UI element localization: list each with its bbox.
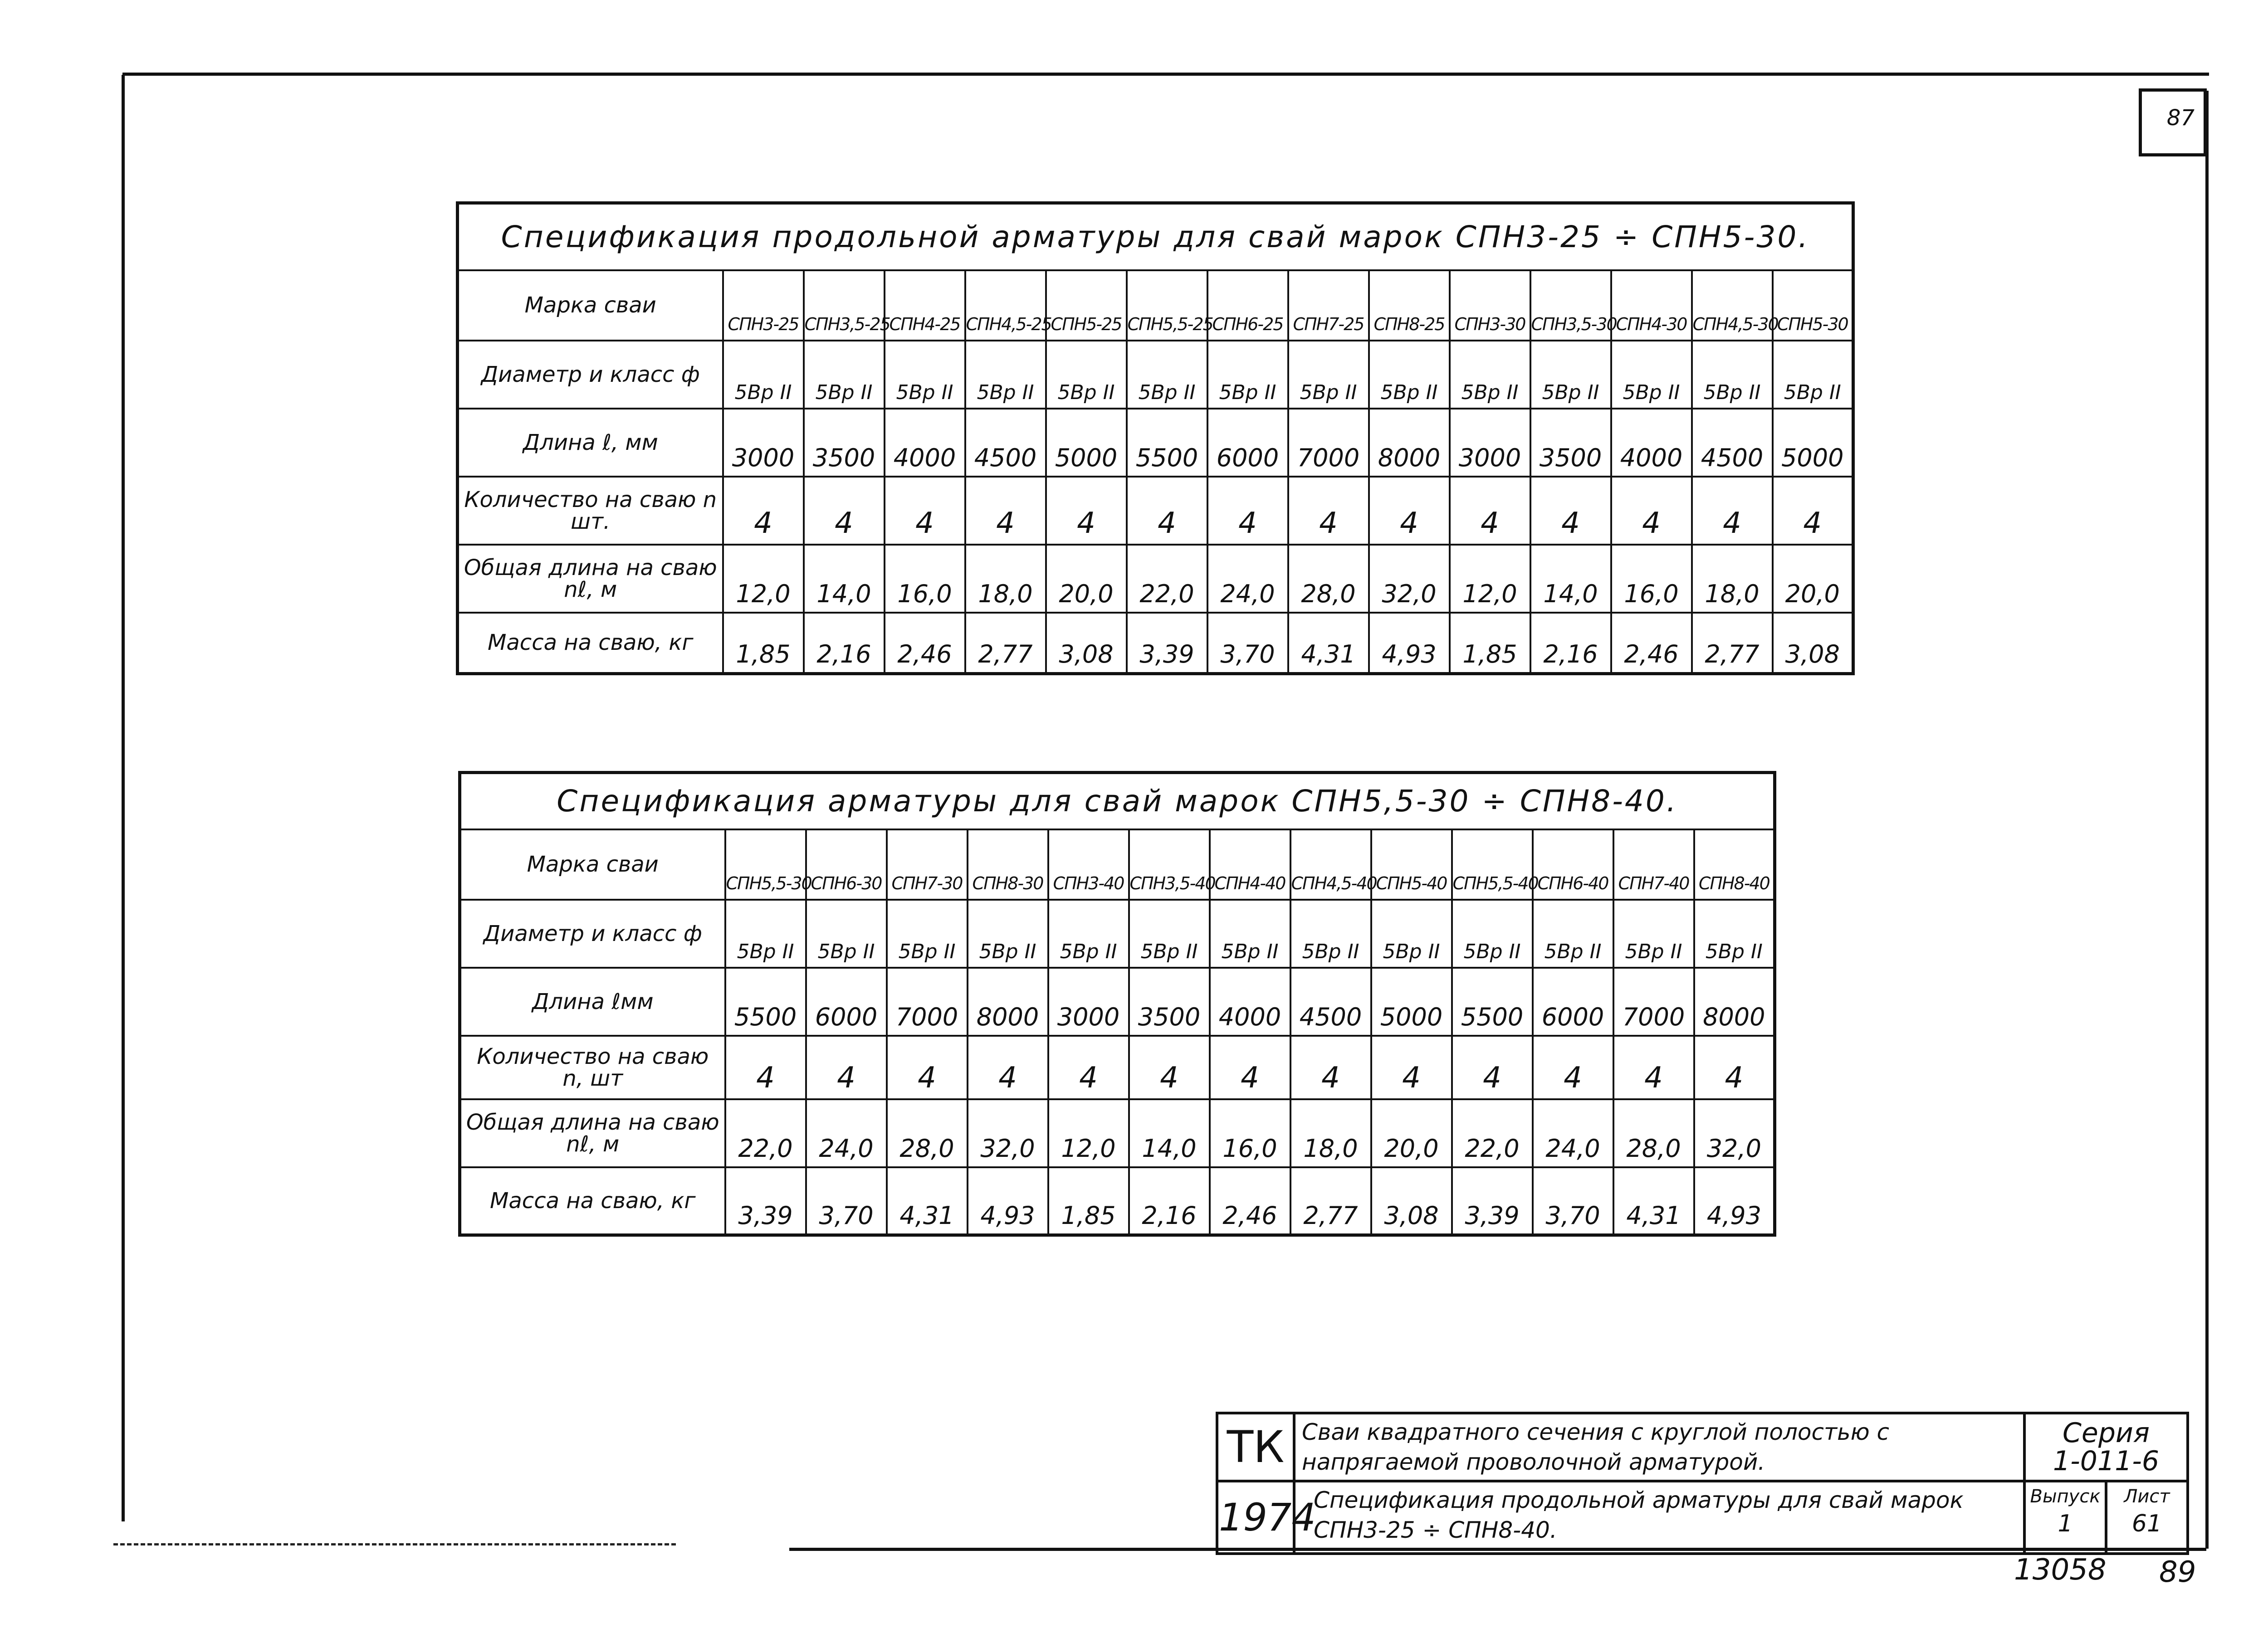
cell-length: 8000: [1369, 409, 1450, 477]
cell-count: 4: [1048, 1036, 1129, 1099]
cell-total-length: 20,0: [1046, 545, 1127, 613]
cell-count: 4: [1288, 477, 1369, 545]
cell-mass: 3,08: [1046, 613, 1127, 674]
cell-length: 3000: [723, 409, 804, 477]
row-total-length: [460, 1099, 1775, 1167]
cell-mark: СПН6-40: [1533, 829, 1613, 900]
cell-diameter: 5Вр II: [1773, 341, 1853, 409]
cell-total-length: 32,0: [968, 1099, 1048, 1167]
org-code: ТК: [1217, 1413, 1294, 1481]
cell-total-length: 20,0: [1371, 1099, 1452, 1167]
cell-count: 4: [725, 1036, 806, 1099]
row-label-length: Длина ℓмм: [460, 968, 725, 1036]
cell-count: 4: [1046, 477, 1127, 545]
row-label-total-length: Общая длина на сваю nℓ, м: [458, 545, 723, 613]
cell-length: 8000: [1694, 968, 1775, 1036]
cell-mass: 3,08: [1371, 1167, 1452, 1235]
cell-length: 7000: [1613, 968, 1694, 1036]
row-count: [460, 1036, 1775, 1099]
cell-diameter: 5Вр II: [723, 341, 804, 409]
cell-mass: 2,16: [1129, 1167, 1210, 1235]
cell-mark: СПН5,5-25: [1127, 270, 1207, 341]
row-mark: [458, 270, 1853, 341]
cell-mass: 3,39: [1127, 613, 1207, 674]
row-label-mass: Масса на сваю, кг: [458, 613, 723, 674]
cell-diameter: 5Вр II: [965, 341, 1046, 409]
cell-mark: СПН7-30: [887, 829, 968, 900]
cell-length: 5000: [1371, 968, 1452, 1036]
cell-length: 4500: [965, 409, 1046, 477]
cell-length: 5500: [725, 968, 806, 1036]
title-block: [1216, 1412, 2189, 1555]
row-mass: [458, 613, 1853, 674]
cell-mark: СПН4-30: [1611, 270, 1692, 341]
series-value: 1-011-6: [2053, 1445, 2160, 1477]
cell-mass: 4,31: [1613, 1167, 1694, 1235]
cell-diameter: 5Вр II: [1290, 900, 1371, 968]
cell-mark: СПН4,5-40: [1290, 829, 1371, 900]
cell-mass: 4,31: [1288, 613, 1369, 674]
cell-total-length: 12,0: [723, 545, 804, 613]
cell-mass: 4,31: [887, 1167, 968, 1235]
cell-mass: 2,46: [885, 613, 965, 674]
cell-mass: 1,85: [723, 613, 804, 674]
cell-mass: 3,70: [1207, 613, 1288, 674]
cell-length: 5000: [1773, 409, 1853, 477]
cell-diameter: 5Вр II: [885, 341, 965, 409]
sheet-label: Лист: [2124, 1486, 2170, 1507]
cell-mark: СПН4,5-30: [1692, 270, 1773, 341]
cell-total-length: 32,0: [1694, 1099, 1775, 1167]
cell-length: 6000: [1207, 409, 1288, 477]
cell-count: 4: [1773, 477, 1853, 545]
row-label-length: Длина ℓ, мм: [458, 409, 723, 477]
sheet-border-bottom-dashed: [113, 1543, 676, 1545]
cell-diameter: 5Вр II: [806, 900, 887, 968]
cell-diameter: 5Вр II: [1046, 341, 1127, 409]
cell-total-length: 18,0: [965, 545, 1046, 613]
cell-total-length: 28,0: [1288, 545, 1369, 613]
sheet-cell: [2106, 1481, 2188, 1554]
row-label-total-length: Общая длина на сваю nℓ, м: [460, 1099, 725, 1167]
issue-label: Выпуск: [2030, 1486, 2101, 1507]
cell-length: 5000: [1046, 409, 1127, 477]
cell-diameter: 5Вр II: [1611, 341, 1692, 409]
cell-diameter: 5Вр II: [1452, 900, 1533, 968]
cell-mark: СПН4,5-25: [965, 270, 1046, 341]
cell-length: 3500: [804, 409, 885, 477]
cell-count: 4: [1533, 1036, 1613, 1099]
cell-diameter: 5Вр II: [1288, 341, 1369, 409]
cell-diameter: 5Вр II: [1450, 341, 1530, 409]
cell-length: 7000: [887, 968, 968, 1036]
cell-diameter: 5Вр II: [1048, 900, 1129, 968]
spec-table-2: [458, 771, 1776, 1237]
cell-length: 4000: [1210, 968, 1290, 1036]
cell-diameter: 5Вр II: [1129, 900, 1210, 968]
cell-count: 4: [1207, 477, 1288, 545]
cell-total-length: 32,0: [1369, 545, 1450, 613]
cell-length: 4500: [1290, 968, 1371, 1036]
row-label-mark: Марка сваи: [458, 270, 723, 341]
cell-count: 4: [804, 477, 885, 545]
page-number: 87: [2139, 88, 2207, 156]
spec-table-1: [456, 201, 1855, 675]
cell-count: 4: [1692, 477, 1773, 545]
row-label-count: Количество на сваю n, шт: [460, 1036, 725, 1099]
row-diameter: [460, 900, 1775, 968]
cell-mass: 1,85: [1450, 613, 1530, 674]
cell-diameter: 5Вр II: [1533, 900, 1613, 968]
row-label-diameter: Диаметр и класс ф: [460, 900, 725, 968]
cell-mass: 3,70: [806, 1167, 887, 1235]
cell-total-length: 22,0: [1452, 1099, 1533, 1167]
series-label: Серия: [2063, 1417, 2150, 1449]
spec-table-2-title: Спецификация арматуры для свай марок СПН5,5-30 ÷ СПН8-40.: [460, 773, 1775, 829]
cell-count: 4: [1210, 1036, 1290, 1099]
cell-total-length: 16,0: [885, 545, 965, 613]
cell-count: 4: [968, 1036, 1048, 1099]
cell-length: 5500: [1452, 968, 1533, 1036]
cell-mass: 4,93: [1694, 1167, 1775, 1235]
cell-mass: 4,93: [1369, 613, 1450, 674]
cell-mark: СПН3-40: [1048, 829, 1129, 900]
cell-mark: СПН3-25: [723, 270, 804, 341]
cell-count: 4: [885, 477, 965, 545]
cell-total-length: 18,0: [1290, 1099, 1371, 1167]
cell-total-length: 24,0: [806, 1099, 887, 1167]
cell-length: 4000: [1611, 409, 1692, 477]
cell-mark: СПН4-40: [1210, 829, 1290, 900]
cell-mass: 1,85: [1048, 1167, 1129, 1235]
cell-count: 4: [1369, 477, 1450, 545]
cell-count: 4: [1371, 1036, 1452, 1099]
cell-count: 4: [1290, 1036, 1371, 1099]
cell-count: 4: [806, 1036, 887, 1099]
sheet-border-left: [122, 75, 125, 1521]
cell-total-length: 22,0: [1127, 545, 1207, 613]
cell-total-length: 22,0: [725, 1099, 806, 1167]
cell-diameter: 5Вр II: [1371, 900, 1452, 968]
cell-diameter: 5Вр II: [1530, 341, 1611, 409]
cell-mark: СПН3,5-25: [804, 270, 885, 341]
cell-mark: СПН5,5-30: [725, 829, 806, 900]
cell-mark: СПН3,5-40: [1129, 829, 1210, 900]
cell-mark: СПН8-30: [968, 829, 1048, 900]
cell-count: 4: [1611, 477, 1692, 545]
cell-total-length: 28,0: [887, 1099, 968, 1167]
cell-diameter: 5Вр II: [968, 900, 1048, 968]
cell-total-length: 18,0: [1692, 545, 1773, 613]
cell-mark: СПН7-25: [1288, 270, 1369, 341]
cell-mark: СПН3,5-30: [1530, 270, 1611, 341]
cell-diameter: 5Вр II: [1210, 900, 1290, 968]
cell-mass: 2,46: [1611, 613, 1692, 674]
row-count: [458, 477, 1853, 545]
cell-mass: 3,39: [1452, 1167, 1533, 1235]
cell-length: 4000: [885, 409, 965, 477]
cell-total-length: 24,0: [1533, 1099, 1613, 1167]
cell-length: 7000: [1288, 409, 1369, 477]
cell-length: 6000: [1533, 968, 1613, 1036]
cell-mass: 3,08: [1773, 613, 1853, 674]
sheet-value: 61: [2131, 1510, 2162, 1537]
cell-mark: СПН5,5-40: [1452, 829, 1533, 900]
row-label-mass: Масса на сваю, кг: [460, 1167, 725, 1235]
cell-length: 3500: [1530, 409, 1611, 477]
row-mark: [460, 829, 1775, 900]
cell-mass: 3,39: [725, 1167, 806, 1235]
cell-length: 3500: [1129, 968, 1210, 1036]
cell-mark: СПН6-30: [806, 829, 887, 900]
cell-total-length: 14,0: [804, 545, 885, 613]
cell-diameter: 5Вр II: [1613, 900, 1694, 968]
cell-mass: 2,77: [1290, 1167, 1371, 1235]
cell-diameter: 5Вр II: [1694, 900, 1775, 968]
cell-count: 4: [1129, 1036, 1210, 1099]
cell-mark: СПН8-40: [1694, 829, 1775, 900]
cell-total-length: 28,0: [1613, 1099, 1694, 1167]
cell-diameter: 5Вр II: [887, 900, 968, 968]
cell-length: 3000: [1450, 409, 1530, 477]
row-label-diameter: Диаметр и класс ф: [458, 341, 723, 409]
cell-diameter: 5Вр II: [1692, 341, 1773, 409]
issue-cell: [2024, 1481, 2106, 1554]
cell-count: 4: [1613, 1036, 1694, 1099]
row-total-length: [458, 545, 1853, 613]
cell-total-length: 14,0: [1530, 545, 1611, 613]
cell-mark: СПН6-25: [1207, 270, 1288, 341]
cell-mass: 4,93: [968, 1167, 1048, 1235]
corner-mark: 89: [2159, 1555, 2196, 1589]
cell-mass: 2,16: [1530, 613, 1611, 674]
row-diameter: [458, 341, 1853, 409]
cell-count: 4: [1530, 477, 1611, 545]
cell-count: 4: [1450, 477, 1530, 545]
cell-total-length: 14,0: [1129, 1099, 1210, 1167]
cell-count: 4: [965, 477, 1046, 545]
row-mass: [460, 1167, 1775, 1235]
cell-total-length: 24,0: [1207, 545, 1288, 613]
sheet-title: Спецификация продольной арматуры для свай марок СПН3-25 ÷ СПН8-40.: [1294, 1481, 2024, 1554]
cell-mass: 2,77: [965, 613, 1046, 674]
cell-mark: СПН7-40: [1613, 829, 1694, 900]
cell-count: 4: [723, 477, 804, 545]
row-label-mark: Марка сваи: [460, 829, 725, 900]
cell-mass: 2,16: [804, 613, 885, 674]
cell-length: 6000: [806, 968, 887, 1036]
sheet-border-right: [2205, 91, 2209, 1549]
cell-diameter: 5Вр II: [1127, 341, 1207, 409]
year: 1974: [1217, 1481, 1294, 1554]
cell-mark: СПН5-25: [1046, 270, 1127, 341]
cell-mark: СПН5-30: [1773, 270, 1853, 341]
cell-mark: СПН8-25: [1369, 270, 1450, 341]
cell-mass: 2,77: [1692, 613, 1773, 674]
cell-mass: 3,70: [1533, 1167, 1613, 1235]
cell-mark: СПН5-40: [1371, 829, 1452, 900]
cell-total-length: 12,0: [1048, 1099, 1129, 1167]
cell-count: 4: [887, 1036, 968, 1099]
archive-number: 13058: [2014, 1553, 2107, 1587]
cell-total-length: 16,0: [1611, 545, 1692, 613]
cell-mark: СПН3-30: [1450, 270, 1530, 341]
cell-count: 4: [1694, 1036, 1775, 1099]
cell-count: 4: [1127, 477, 1207, 545]
cell-mass: 2,46: [1210, 1167, 1290, 1235]
row-length: [458, 409, 1853, 477]
sheet-border-top: [122, 73, 2209, 76]
cell-length: 8000: [968, 968, 1048, 1036]
cell-diameter: 5Вр II: [725, 900, 806, 968]
row-label-count: Количество на сваю n шт.: [458, 477, 723, 545]
cell-mark: СПН4-25: [885, 270, 965, 341]
cell-diameter: 5Вр II: [804, 341, 885, 409]
cell-length: 3000: [1048, 968, 1129, 1036]
spec-table-1-title: Спецификация продольной арматуры для свай марок СПН3-25 ÷ СПН5-30.: [458, 203, 1853, 270]
cell-length: 4500: [1692, 409, 1773, 477]
cell-total-length: 16,0: [1210, 1099, 1290, 1167]
row-length: [460, 968, 1775, 1036]
cell-diameter: 5Вр II: [1207, 341, 1288, 409]
cell-total-length: 20,0: [1773, 545, 1853, 613]
cell-total-length: 12,0: [1450, 545, 1530, 613]
cell-length: 5500: [1127, 409, 1207, 477]
issue-value: 1: [2058, 1510, 2073, 1537]
cell-count: 4: [1452, 1036, 1533, 1099]
series-cell: [2024, 1413, 2188, 1481]
subject-text: Сваи квадратного сечения с круглой полостью с напрягаемой проволочной арматурой.: [1294, 1413, 2024, 1481]
cell-diameter: 5Вр II: [1369, 341, 1450, 409]
